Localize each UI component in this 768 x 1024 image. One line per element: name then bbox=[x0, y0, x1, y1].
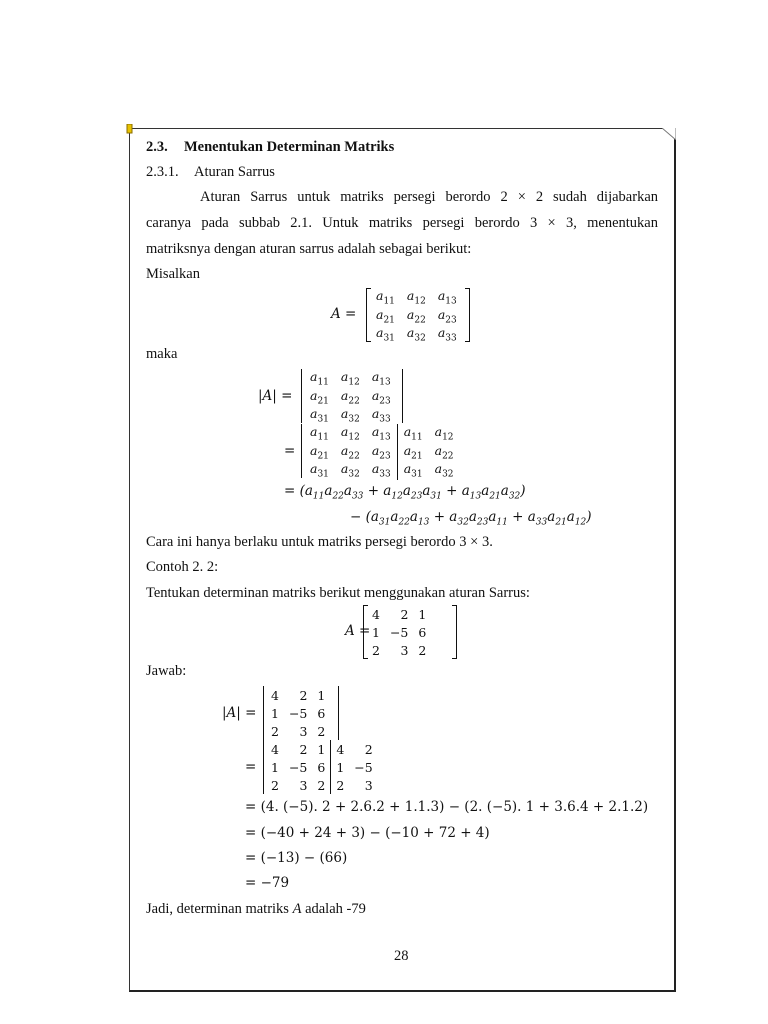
matrix-cell: $a_{21}$ bbox=[376, 306, 395, 325]
matrix-cell: 1 bbox=[418, 606, 427, 622]
matrix-cell: 2 bbox=[418, 642, 427, 658]
matrix-cell: $a_{31}$ bbox=[310, 461, 329, 480]
matrix-cell: $a_{22}$ bbox=[340, 442, 360, 461]
matrix-cell: 2 bbox=[317, 777, 326, 793]
matrix-cell: $a_{22}$ bbox=[434, 442, 454, 461]
matrix-cell: −5 bbox=[389, 624, 409, 640]
eq-sign-1: = bbox=[284, 443, 296, 459]
matrix-row bbox=[266, 722, 330, 740]
matrix-row bbox=[304, 369, 397, 388]
det-a-lhs: |A| = bbox=[258, 388, 293, 404]
matrix-row bbox=[370, 288, 463, 307]
matrix-cell: $a_{31}$ bbox=[310, 406, 329, 425]
matrix-cell: $a_{11}$ bbox=[310, 424, 329, 443]
general-matrix bbox=[366, 288, 470, 342]
conclusion: Jadi, determinan matriks A adalah -79 bbox=[146, 901, 366, 917]
matrix-cell: $a_{21}$ bbox=[310, 387, 329, 406]
sarrus-extended-example bbox=[262, 740, 392, 794]
matrix-cell: 2 bbox=[299, 687, 308, 703]
matrix-cell: 6 bbox=[418, 624, 427, 640]
matrix-cell: 1 bbox=[271, 705, 279, 721]
example-matrix bbox=[363, 605, 457, 659]
matrix-row bbox=[266, 704, 330, 722]
matrix-cell: $a_{23}$ bbox=[371, 387, 391, 406]
matrix-cell: 1 bbox=[372, 624, 380, 640]
matrix-cell: 4 bbox=[271, 687, 279, 703]
matrix-cell: $a_{21}$ bbox=[310, 442, 329, 461]
matrix-cell: $a_{13}$ bbox=[371, 424, 391, 443]
matrix-cell: 6 bbox=[317, 759, 326, 775]
matrix-cell: 4 bbox=[336, 741, 345, 757]
section-number: 2.3. bbox=[146, 139, 168, 155]
matrix-cell: 2 bbox=[317, 723, 326, 739]
matrix-cell: $a_{11}$ bbox=[310, 369, 329, 388]
matrix-cell: $a_{12}$ bbox=[434, 424, 454, 443]
matrix-cell: $a_{22}$ bbox=[406, 306, 426, 325]
matrix-cell: 3 bbox=[364, 777, 373, 793]
expansion-line-1: = $(a_{11}a_{22}a_{33} + a_{12}a_{23}a_{31} + a_{13}a_{21}a_{32})$ bbox=[284, 483, 526, 502]
matrix-cell: 2 bbox=[336, 777, 345, 793]
matrix-cell: 3 bbox=[400, 642, 409, 658]
matrix-cell: $a_{32}$ bbox=[406, 325, 426, 344]
matrix-cell: 6 bbox=[317, 705, 326, 721]
note-text: Cara ini hanya berlaku untuk matriks persegi berordo 3 × 3. bbox=[146, 534, 493, 550]
matrix-cell: 2 bbox=[372, 642, 380, 658]
matrix-cell: −5 bbox=[288, 705, 308, 721]
matrix-row bbox=[304, 443, 460, 462]
matrix-cell: 2 bbox=[364, 741, 373, 757]
matrix-cell: 1 bbox=[271, 759, 279, 775]
general-determinant bbox=[300, 369, 404, 423]
matrix-cell: $a_{32}$ bbox=[434, 461, 454, 480]
misalkan-label: Misalkan bbox=[146, 266, 200, 282]
example-det-lhs: |A| = bbox=[222, 705, 257, 721]
matrix-cell: 2 bbox=[271, 777, 279, 793]
matrix-cell: $a_{32}$ bbox=[340, 406, 360, 425]
example-determinant bbox=[262, 686, 340, 740]
step-3: = (−13) − (66) bbox=[245, 850, 348, 866]
matrix-a-lhs: A = bbox=[331, 306, 357, 322]
matrix-row bbox=[367, 641, 431, 659]
expansion-line-2: − $(a_{31}a_{22}a_{13} + a_{32}a_{23}a_{11} + a_{33}a_{21}a_{12})$ bbox=[350, 509, 592, 528]
subsection-title: Aturan Sarrus bbox=[194, 164, 275, 180]
matrix-row bbox=[266, 758, 378, 776]
matrix-row bbox=[266, 776, 378, 794]
matrix-cell: $a_{22}$ bbox=[340, 387, 360, 406]
matrix-cell: −5 bbox=[354, 759, 373, 775]
matrix-row bbox=[304, 461, 460, 480]
example-prompt: Tentukan determinan matriks berikut menggunakan aturan Sarrus: bbox=[146, 585, 530, 601]
matrix-cell: $a_{21}$ bbox=[403, 442, 423, 461]
maka-label: maka bbox=[146, 346, 178, 362]
page-number: 28 bbox=[394, 948, 409, 964]
matrix-cell: $a_{13}$ bbox=[371, 369, 391, 388]
matrix-cell: $a_{31}$ bbox=[376, 325, 395, 344]
matrix-cell: $a_{11}$ bbox=[376, 288, 395, 307]
matrix-cell: $a_{12}$ bbox=[406, 288, 426, 307]
matrix-row bbox=[304, 406, 397, 425]
anchor-marker-icon bbox=[126, 124, 134, 134]
matrix-row bbox=[304, 388, 397, 407]
jawab-label: Jawab: bbox=[146, 663, 187, 679]
matrix-row bbox=[367, 605, 431, 623]
matrix-row bbox=[370, 325, 463, 344]
matrix-cell: 4 bbox=[271, 741, 279, 757]
matrix-cell: 1 bbox=[317, 687, 326, 703]
paragraph-line-1: Aturan Sarrus untuk matriks persegi berordo 2 × 2 sudah dijabarkan bbox=[200, 189, 658, 205]
step-1: = (4. (−5). 2 + 2.6.2 + 1.1.3) − (2. (−5). 1 + 3.6.4 + 2.1.2) bbox=[245, 799, 649, 815]
matrix-cell: −5 bbox=[288, 759, 308, 775]
paragraph-line-3: matriksnya dengan aturan sarrus adalah sebagai berikut: bbox=[146, 241, 472, 257]
matrix-row bbox=[367, 623, 431, 641]
sarrus-extended-general bbox=[300, 424, 475, 478]
eq-sign-2: = bbox=[245, 759, 257, 775]
matrix-cell: 2 bbox=[299, 741, 308, 757]
matrix-cell: $a_{33}$ bbox=[371, 461, 391, 480]
matrix-cell: $a_{32}$ bbox=[340, 461, 360, 480]
matrix-row bbox=[266, 740, 378, 758]
section-title: Menentukan Determinan Matriks bbox=[184, 139, 395, 155]
matrix-row bbox=[266, 686, 330, 704]
matrix-cell: $a_{23}$ bbox=[437, 306, 457, 325]
matrix-cell: 1 bbox=[317, 741, 326, 757]
matrix-row bbox=[304, 424, 460, 443]
paragraph-line-2: caranya pada subbab 2.1. Untuk matriks persegi berordo 3 × 3, menentukan bbox=[146, 215, 658, 231]
example-matrix-lhs: A = bbox=[345, 623, 371, 639]
matrix-cell: $a_{33}$ bbox=[437, 325, 457, 344]
matrix-row bbox=[370, 307, 463, 326]
matrix-cell: 2 bbox=[271, 723, 279, 739]
matrix-cell: 1 bbox=[336, 759, 345, 775]
matrix-cell: $a_{23}$ bbox=[371, 442, 391, 461]
page-fold-icon bbox=[662, 128, 676, 140]
matrix-cell: 3 bbox=[299, 777, 308, 793]
matrix-cell: 2 bbox=[400, 606, 409, 622]
matrix-cell: $a_{11}$ bbox=[403, 424, 423, 443]
example-label: Contoh 2. 2: bbox=[146, 559, 219, 575]
matrix-cell: $a_{33}$ bbox=[371, 406, 391, 425]
matrix-cell: $a_{12}$ bbox=[340, 424, 360, 443]
step-2: = (−40 + 24 + 3) − (−10 + 72 + 4) bbox=[245, 825, 490, 841]
matrix-cell: $a_{12}$ bbox=[340, 369, 360, 388]
matrix-cell: 4 bbox=[372, 606, 380, 622]
matrix-cell: 3 bbox=[299, 723, 308, 739]
subsection-number: 2.3.1. bbox=[146, 164, 179, 180]
matrix-cell: $a_{13}$ bbox=[437, 288, 457, 307]
matrix-cell: $a_{31}$ bbox=[403, 461, 423, 480]
step-4: = −79 bbox=[245, 875, 290, 891]
